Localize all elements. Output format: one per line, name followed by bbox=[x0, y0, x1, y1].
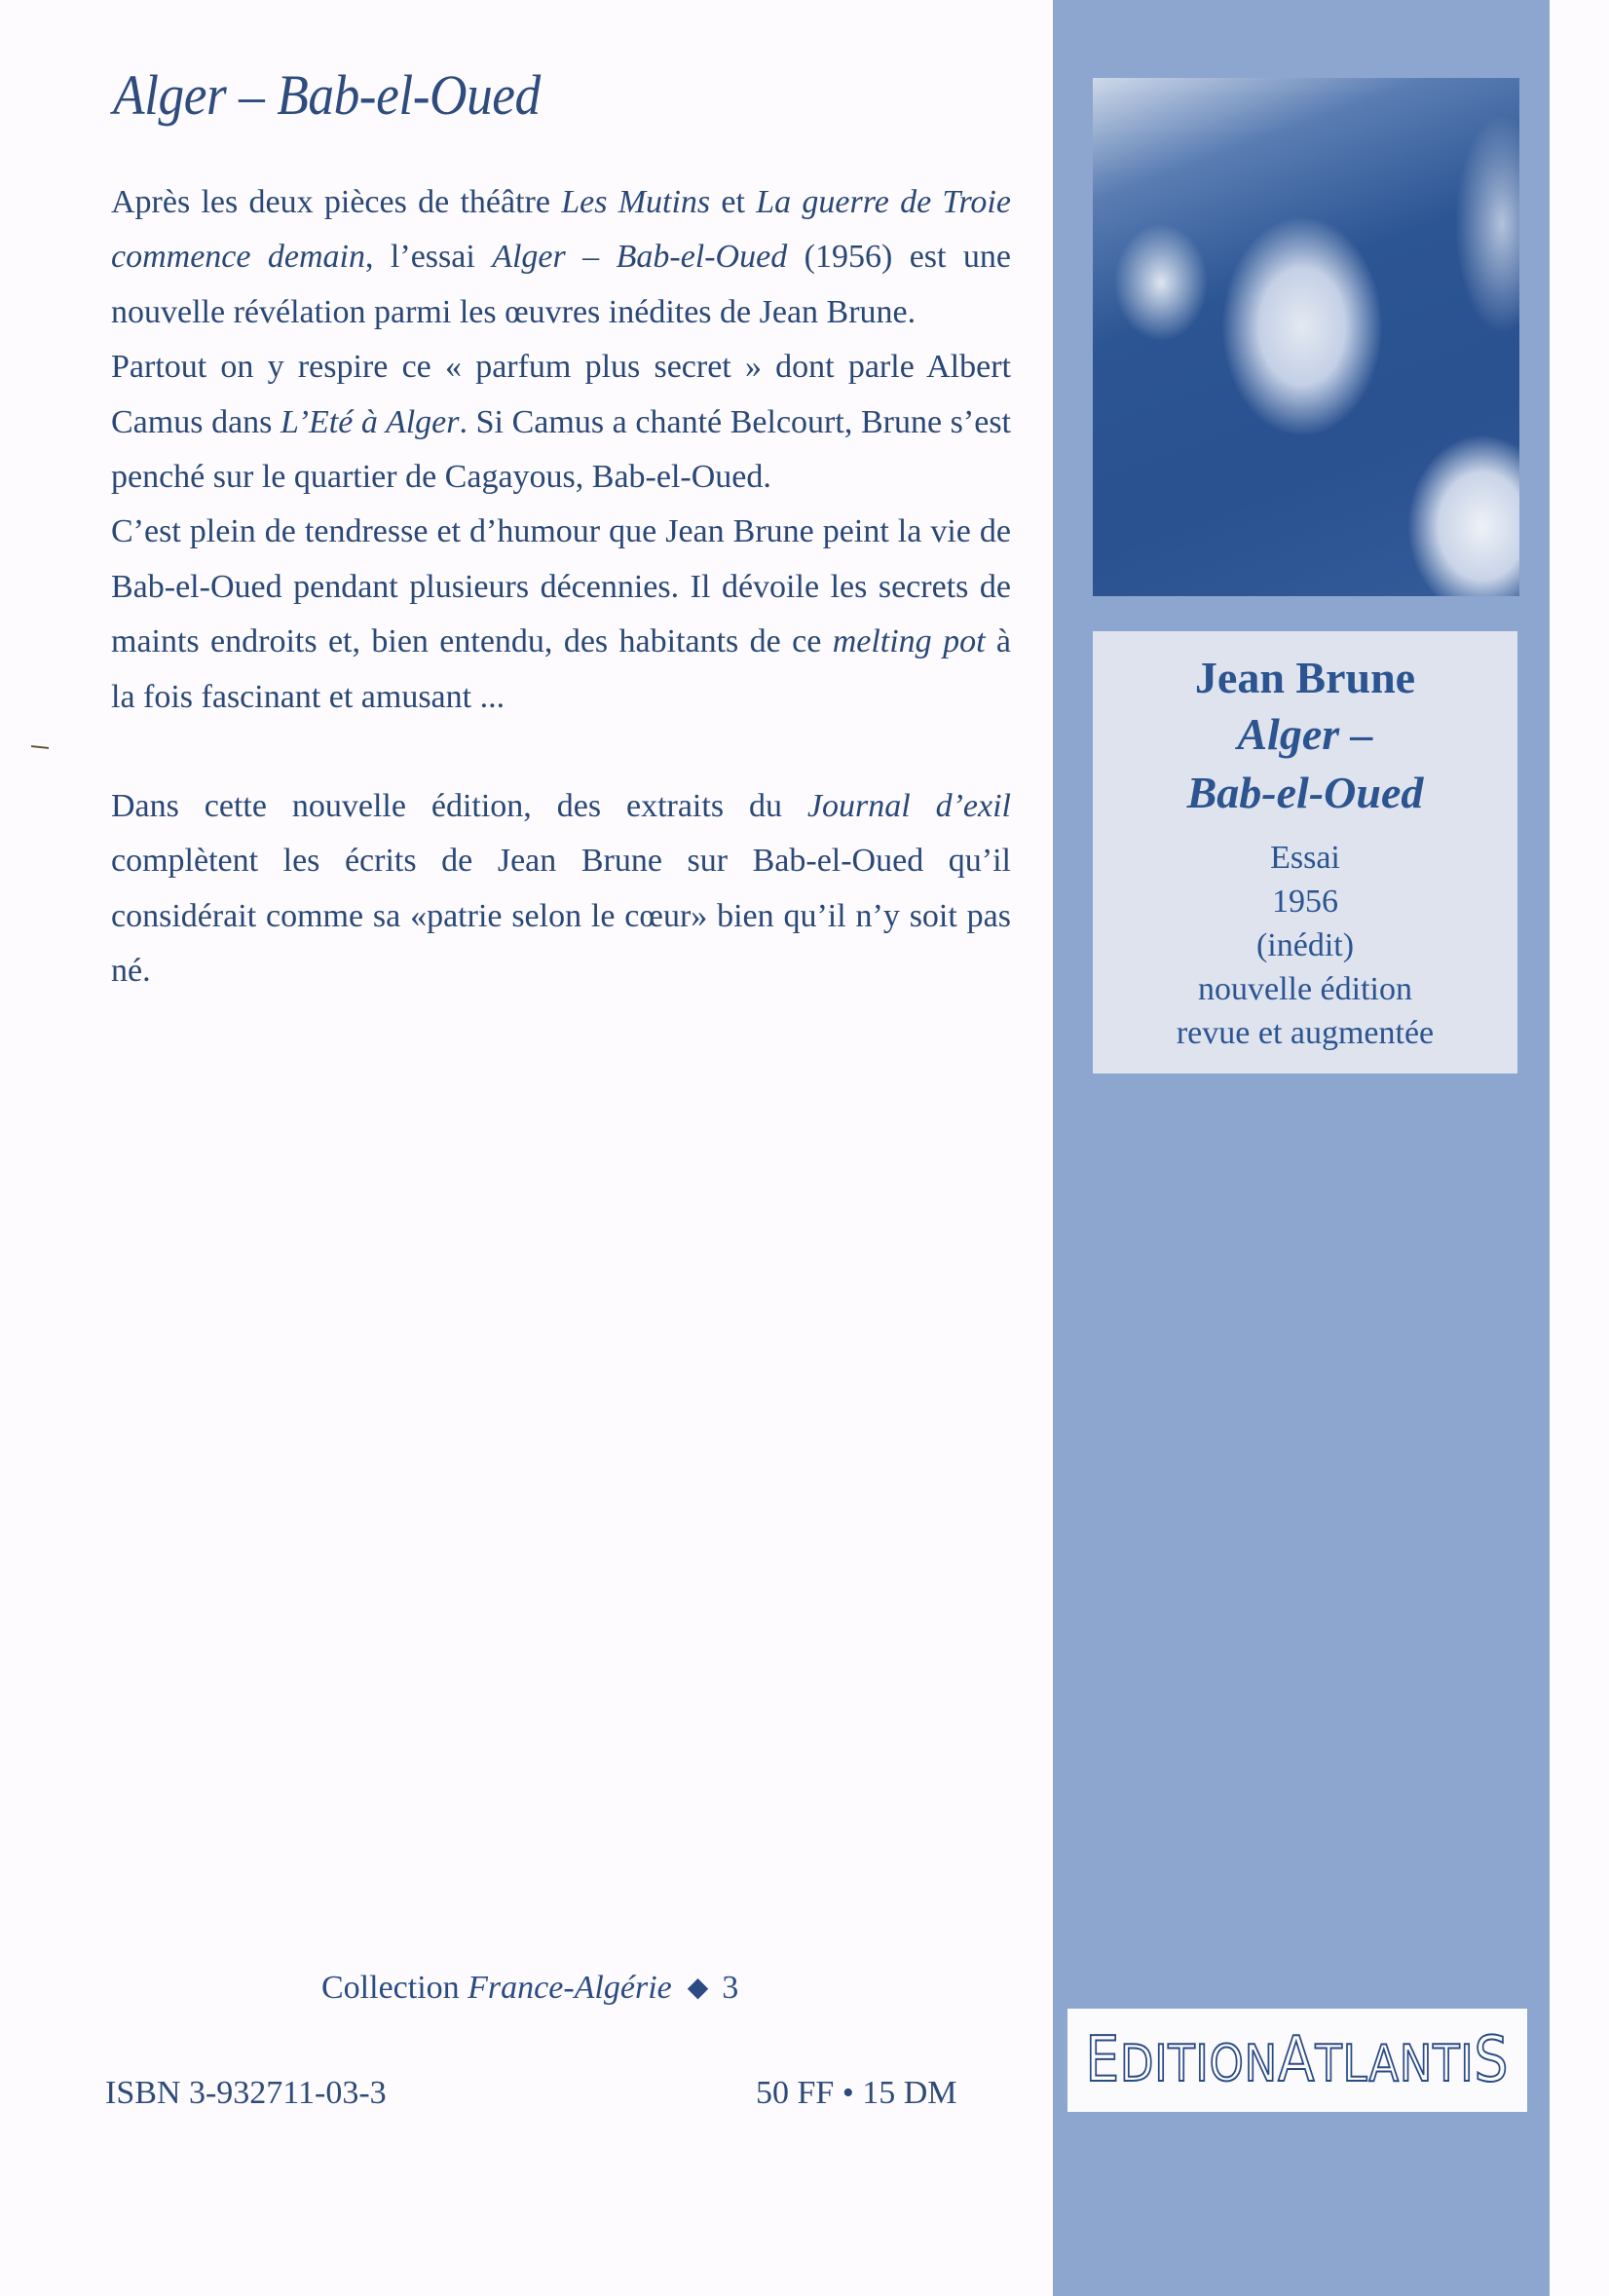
genre: Essai bbox=[1270, 840, 1340, 876]
blurb bbox=[111, 175, 1011, 999]
author-name: Jean Brune bbox=[1194, 653, 1416, 702]
isbn: ISBN 3-932711-03-3 bbox=[105, 2075, 387, 2111]
scan-speck bbox=[31, 745, 49, 749]
collection-number: 3 bbox=[722, 1970, 739, 2006]
edition-line-2: revue et augmentée bbox=[1176, 1015, 1435, 1051]
collection-name: France-Algérie bbox=[468, 1970, 672, 2006]
paragraph-3: C’est plein de tendresse et d’humour que Jean Brune peint la vie de Bab-el-Oued pendant plusieurs décennies. Il dévoile les secrets de maints endroits et, bien entendu, des habitants de ce melting pot à la fois fascinant et amusant ... bbox=[111, 513, 1012, 715]
year: 1956 bbox=[1272, 884, 1338, 920]
book-details bbox=[1093, 836, 1517, 1055]
book-title: Alger – Bab-el-Oued bbox=[1186, 709, 1424, 817]
page-title: Alger – Bab-el-Oued bbox=[113, 63, 541, 127]
paragraph-4: Dans cette nouvelle édition, des extraits du Journal d’exil complètent les écrits de Jean Brune sur Bab-el-Oued qu’il considérait comme sa «patrie selon le cœur» bien qu’il n’y soit pas né. bbox=[111, 788, 1011, 990]
diamond-icon: ◆ bbox=[687, 1973, 709, 2003]
collection-label: Collection bbox=[321, 1970, 460, 2006]
collection-line bbox=[321, 1970, 828, 2007]
publisher-logo bbox=[1067, 2009, 1527, 2112]
side-band bbox=[1053, 0, 1550, 2296]
status: (inédit) bbox=[1255, 927, 1355, 963]
publisher-logo-text: EDITIONATLANTIS bbox=[1085, 2024, 1510, 2096]
book-info-box bbox=[1093, 631, 1517, 1073]
author-photo bbox=[1093, 78, 1519, 596]
price: 50 FF • 15 DM bbox=[756, 2075, 957, 2111]
edition-line-1: nouvelle édition bbox=[1197, 971, 1412, 1007]
paragraph-2: Partout on y respire ce « parfum plus secret » dont parle Albert Camus dans L’Eté à Alger. Si Camus a chanté Belcourt, Brune s’est penché sur le quartier de Cagayous, Bab-el-Oued. bbox=[111, 349, 1011, 496]
paragraph-1: Après les deux pièces de théâtre Les Mutins et La guerre de Troie commence demain, l’essai Alger – Bab-el-Oued (1956) est une nouvelle révélation parmi les œuvres inédites de Jean Brune. bbox=[111, 184, 1012, 330]
